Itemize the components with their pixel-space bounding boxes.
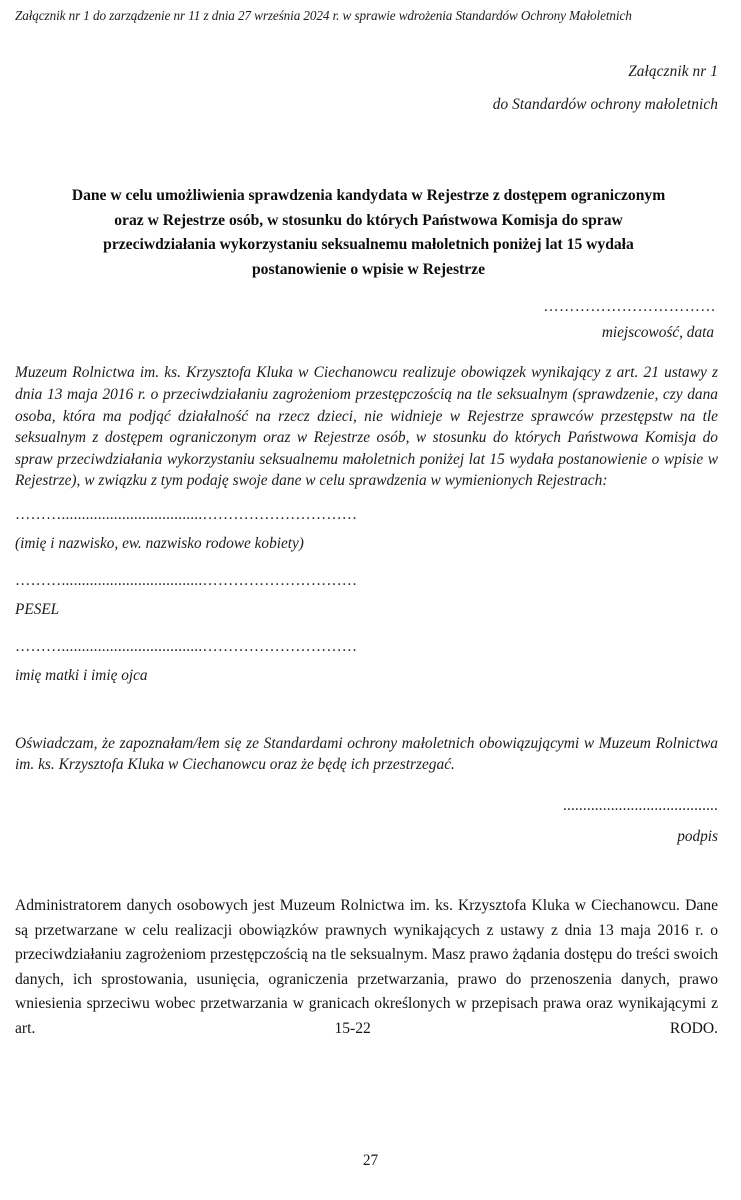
annex-source: do Standardów ochrony małoletnich (492, 96, 718, 113)
page-title (15, 184, 722, 282)
page-title-line-1: Dane w celu umożliwienia sprawdzenia kandydata w Rejestrze z dostępem ograniczonym (71, 187, 666, 204)
signature-field (15, 798, 722, 852)
field-parents-names (15, 637, 722, 686)
declaration-paragraph: Oświadczam, że zapoznałam/łem się ze Standardami ochrony małoletnich obowiązującymi w Muzeum Rolnictwa im. ks. Krzysztofa Kluka w Ciechanowcu oraz że będę ich przestrzegać. (15, 734, 718, 774)
page-title-line-2: oraz w Rejestrze osób, w stosunku do których Państwowa Komisja do spraw (114, 211, 623, 229)
field-pesel (15, 571, 722, 620)
page-number: 27 (362, 1152, 379, 1169)
page-title-line-3: przeciwdziałania wykorzystaniu seksualnemu małoletnich poniżej lat 15 wydała (103, 236, 634, 253)
field-parents-names-dotted-line[interactable]: ………...................................………………………… (15, 637, 358, 654)
place-date-dotted-line[interactable]: …………………………… (543, 298, 716, 316)
document-header-note: Załącznik nr 1 do zarządzenie nr 11 z dnia 27 września 2024 r. w sprawie wdrożenia Standardów Ochrony Małoletnich (15, 8, 632, 23)
field-full-name-dotted-line[interactable]: ………...................................………………………… (15, 505, 358, 522)
field-full-name (15, 505, 722, 554)
rodo-notice-paragraph: Administratorem danych osobowych jest Muzeum Rolnictwa im. ks. Krzysztofa Kluka w Ciechanowcu. Dane są przetwarzane w celu realizacji obowiązków prawnych wynikających z ustawy z dnia 13 maja 2016 r. o przeciwdziałaniu zagrożeniom przestępczością na tle seksualnym. Masz prawo żądania dostępu do treści swoich danych, ich sprostowania, usunięcia, ograniczenia przetwarzania, prawo do przenoszenia danych, prawo wniesienia sprzeciwu wobec przetwarzania w granicach określonych w przepisach prawa oraz wynikającymi z art. 15-22 RODO. (15, 897, 718, 1038)
field-full-name-caption: (imię i nazwisko, ew. nazwisko rodowe kobiety) (15, 534, 304, 552)
place-date-field (15, 298, 722, 348)
field-pesel-caption: PESEL (15, 600, 60, 618)
signature-dotted-line[interactable]: ....................................... (563, 798, 718, 815)
field-parents-names-caption: imię matki i imię ojca (15, 666, 148, 684)
page-title-line-4: postanowienie o wpisie w Rejestrze (251, 260, 485, 278)
annex-number: Załącznik nr 1 (628, 63, 718, 80)
field-pesel-dotted-line[interactable]: ………...................................………………………… (15, 571, 358, 588)
applicant-data-fields (15, 505, 722, 686)
place-date-caption: miejscowość, data (601, 324, 714, 342)
annex-reference-block (15, 55, 722, 121)
signature-caption: podpis (677, 828, 718, 846)
body-paragraph: Muzeum Rolnictwa im. ks. Krzysztofa Kluka w Ciechanowcu realizuje obowiązek wynikający z art. 21 ustawy z dnia 13 maja 2016 r. o przeciwdziałaniu zagrożeniom przestępczością na tle seksualnym (sprawdzenie, czy dana osoba, która ma podjąć działalność na rzecz dzieci, nie widnieje w Rejestrze sprawców przestępstw na tle seksualnym z dostępem ograniczonym oraz w Rejestrze osób, w stosunku do których Państwowa Komisja do spraw przeciwdziałania wykorzystaniu seksualnemu małoletnich poniżej lat 15 wydała postanowienie o wpisie w Rejestrze), w związku z tym podaję swoje dane w celu sprawdzenia w wymienionych Rejestrach: (15, 364, 718, 490)
